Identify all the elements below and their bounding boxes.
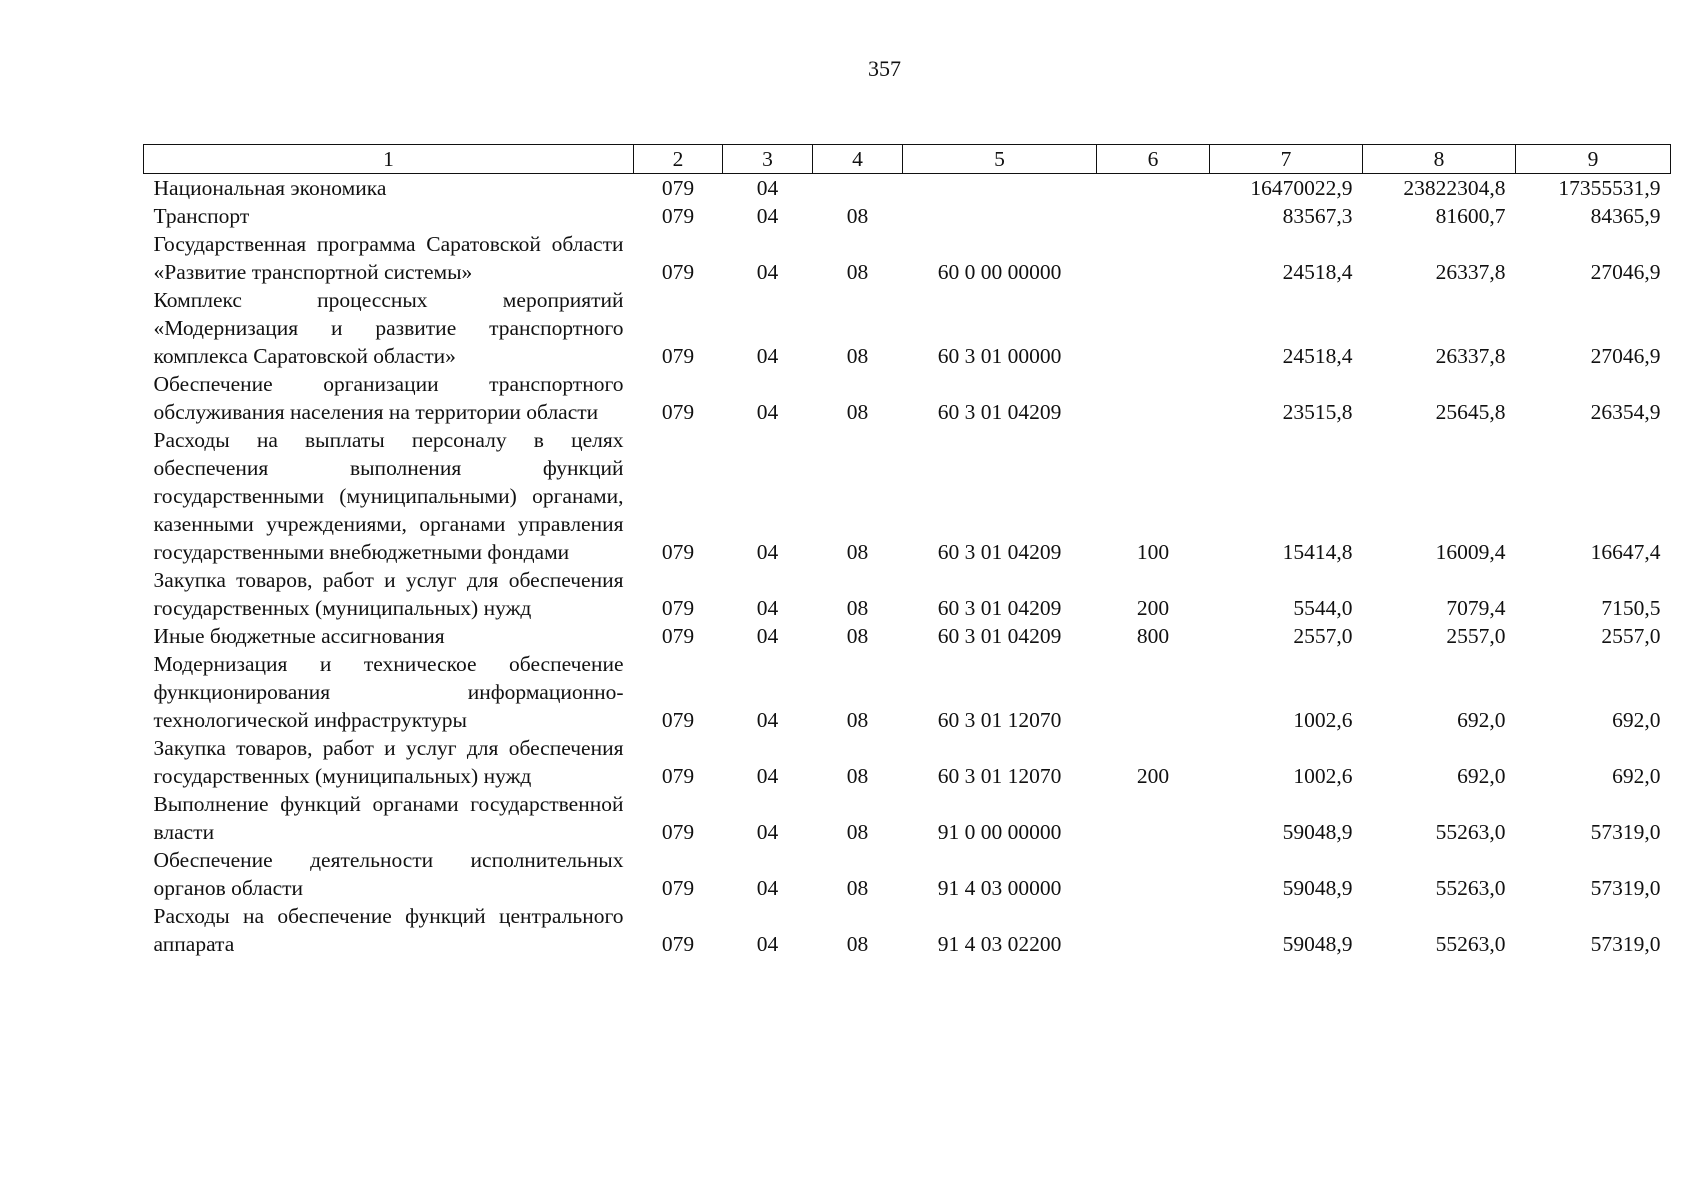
table-body (144, 174, 1671, 959)
row-col-2: 079 (661, 400, 695, 424)
row-col-3: 04 (756, 820, 779, 844)
row-col-2: 079 (661, 764, 695, 788)
row-col-8: 692,0 (1457, 764, 1506, 788)
row-col-7: 16470022,9 (1250, 176, 1353, 200)
row-col-5: 91 4 03 00000 (937, 876, 1062, 900)
row-col-9: 17355531,9 (1558, 176, 1661, 200)
row-col-6: 800 (1136, 624, 1170, 648)
row-col-9: 16647,4 (1590, 540, 1661, 564)
row-col-3: 04 (756, 932, 779, 956)
row-col-8: 55263,0 (1435, 820, 1506, 844)
table-row (144, 426, 1671, 566)
row-col-2: 079 (661, 344, 695, 368)
row-col-6 (1097, 202, 1210, 230)
header-cell-8: 8 (1363, 145, 1516, 174)
row-name: Выполнение функций органами государственной власти (153, 792, 624, 844)
row-col-5: 60 3 01 12070 (937, 764, 1062, 788)
header-cell-9: 9 (1516, 145, 1671, 174)
row-col-5: 60 3 01 04209 (937, 540, 1062, 564)
row-col-3: 04 (756, 764, 779, 788)
row-col-2: 079 (661, 260, 695, 284)
table-row (144, 790, 1671, 846)
row-col-3: 04 (756, 540, 779, 564)
row-col-3: 04 (756, 876, 779, 900)
row-col-8: 23822304,8 (1403, 176, 1506, 200)
row-col-8: 692,0 (1457, 708, 1506, 732)
page-number: 357 (868, 56, 901, 81)
row-col-2: 079 (661, 624, 695, 648)
row-col-7: 1002,6 (1293, 708, 1353, 732)
row-col-3: 04 (756, 400, 779, 424)
row-col-4: 08 (846, 820, 869, 844)
row-col-5: 60 0 00 00000 (937, 260, 1062, 284)
row-col-6 (1097, 790, 1210, 846)
header-cell-5: 5 (903, 145, 1097, 174)
row-col-7: 1002,6 (1293, 764, 1353, 788)
row-col-6: 200 (1136, 764, 1170, 788)
row-name: Национальная экономика (153, 176, 387, 200)
table-header (144, 145, 1671, 174)
header-cell-4: 4 (813, 145, 903, 174)
row-col-6 (1097, 286, 1210, 370)
table-row (144, 230, 1671, 286)
row-col-6 (1097, 230, 1210, 286)
row-col-2: 079 (661, 876, 695, 900)
row-col-4: 08 (846, 708, 869, 732)
row-col-9: 84365,9 (1590, 204, 1661, 228)
row-col-4: 08 (846, 400, 869, 424)
row-col-3: 04 (756, 624, 779, 648)
row-col-3: 04 (756, 708, 779, 732)
row-name: Комплекс процессных мероприятий «Модернизация и развитие транспортного комплекса Саратовской области» (153, 288, 624, 368)
row-name: Расходы на обеспечение функций центрального аппарата (153, 904, 624, 956)
row-col-3: 04 (756, 260, 779, 284)
row-col-7: 24518,4 (1282, 260, 1353, 284)
row-col-6 (1097, 174, 1210, 203)
row-col-8: 2557,0 (1446, 624, 1506, 648)
row-col-2: 079 (661, 820, 695, 844)
row-col-9: 27046,9 (1590, 344, 1661, 368)
row-col-9: 27046,9 (1590, 260, 1661, 284)
row-name: Закупка товаров, работ и услуг для обеспечения государственных (муниципальных) нужд (153, 736, 624, 788)
row-col-6 (1097, 650, 1210, 734)
row-col-6: 200 (1136, 596, 1170, 620)
row-col-3: 04 (756, 204, 779, 228)
row-col-8: 16009,4 (1435, 540, 1506, 564)
row-col-2: 079 (661, 932, 695, 956)
row-col-5: 60 3 01 04209 (937, 624, 1062, 648)
row-name: Транспорт (153, 204, 250, 228)
row-col-5: 60 3 01 04209 (937, 400, 1062, 424)
row-col-5: 60 3 01 04209 (937, 596, 1062, 620)
row-col-6 (1097, 370, 1210, 426)
row-col-9: 57319,0 (1590, 876, 1661, 900)
row-col-7: 15414,8 (1282, 540, 1353, 564)
row-col-8: 81600,7 (1435, 204, 1506, 228)
row-col-8: 55263,0 (1435, 932, 1506, 956)
row-col-4: 08 (846, 876, 869, 900)
row-name: Закупка товаров, работ и услуг для обеспечения государственных (муниципальных) нужд (153, 568, 624, 620)
row-col-7: 59048,9 (1282, 820, 1353, 844)
row-col-7: 23515,8 (1282, 400, 1353, 424)
row-col-7: 83567,3 (1282, 204, 1353, 228)
row-col-5 (903, 174, 1097, 203)
row-col-8: 26337,8 (1435, 344, 1506, 368)
table-row (144, 734, 1671, 790)
header-cell-1: 1 (144, 145, 634, 174)
row-col-4: 08 (846, 540, 869, 564)
row-col-4: 08 (846, 624, 869, 648)
row-col-8: 25645,8 (1435, 400, 1506, 424)
row-col-6 (1097, 902, 1210, 958)
row-col-8: 26337,8 (1435, 260, 1506, 284)
table-row (144, 174, 1671, 203)
row-col-8: 7079,4 (1446, 596, 1506, 620)
row-name: Обеспечение организации транспортного обслуживания населения на территории области (153, 372, 624, 424)
row-col-4: 08 (846, 764, 869, 788)
row-col-5: 91 4 03 02200 (937, 932, 1062, 956)
row-col-9: 692,0 (1612, 708, 1661, 732)
row-col-6 (1097, 846, 1210, 902)
row-col-7: 2557,0 (1293, 624, 1353, 648)
row-col-4: 08 (846, 596, 869, 620)
row-col-2: 079 (661, 708, 695, 732)
row-col-7: 5544,0 (1293, 596, 1353, 620)
row-col-3: 04 (756, 344, 779, 368)
table-row (144, 846, 1671, 902)
table-row (144, 902, 1671, 958)
table-row (144, 370, 1671, 426)
row-col-6: 100 (1136, 540, 1170, 564)
header-cell-7: 7 (1210, 145, 1363, 174)
row-col-3: 04 (756, 176, 779, 200)
table-row (144, 566, 1671, 622)
row-col-9: 2557,0 (1601, 624, 1661, 648)
budget-table (143, 144, 1671, 958)
row-col-2: 079 (661, 204, 695, 228)
row-col-2: 079 (661, 176, 695, 200)
row-col-8: 55263,0 (1435, 876, 1506, 900)
row-col-7: 59048,9 (1282, 932, 1353, 956)
table-row (144, 202, 1671, 230)
row-col-4 (813, 174, 903, 203)
row-col-5: 60 3 01 12070 (937, 708, 1062, 732)
row-name: Государственная программа Саратовской области «Развитие транспортной системы» (153, 232, 624, 284)
row-col-4: 08 (846, 344, 869, 368)
table-row (144, 622, 1671, 650)
row-col-7: 59048,9 (1282, 876, 1353, 900)
row-name: Модернизация и техническое обеспечение функционирования информационно-технологической инфраструктуры (153, 652, 624, 732)
row-col-3: 04 (756, 596, 779, 620)
row-col-9: 57319,0 (1590, 932, 1661, 956)
header-cell-6: 6 (1097, 145, 1210, 174)
row-col-9: 692,0 (1612, 764, 1661, 788)
row-col-5 (903, 202, 1097, 230)
header-cell-2: 2 (634, 145, 723, 174)
row-name: Расходы на выплаты персоналу в целях обеспечения выполнения функций государственными (муниципальными) органами, казенными учреждениями, органами управления государственными внебюджетными фондами (153, 428, 624, 564)
header-cell-3: 3 (723, 145, 813, 174)
row-col-9: 7150,5 (1601, 596, 1661, 620)
row-col-5: 91 0 00 00000 (937, 820, 1062, 844)
row-col-4: 08 (846, 932, 869, 956)
row-col-5: 60 3 01 00000 (937, 344, 1062, 368)
row-col-2: 079 (661, 540, 695, 564)
row-col-9: 26354,9 (1590, 400, 1661, 424)
row-col-9: 57319,0 (1590, 820, 1661, 844)
row-col-2: 079 (661, 596, 695, 620)
table-row (144, 650, 1671, 734)
row-col-7: 24518,4 (1282, 344, 1353, 368)
row-name: Иные бюджетные ассигнования (153, 624, 445, 648)
row-col-4: 08 (846, 260, 869, 284)
row-col-4: 08 (846, 204, 869, 228)
header-row (144, 145, 1671, 174)
row-name: Обеспечение деятельности исполнительных органов области (153, 848, 624, 900)
table-row (144, 286, 1671, 370)
